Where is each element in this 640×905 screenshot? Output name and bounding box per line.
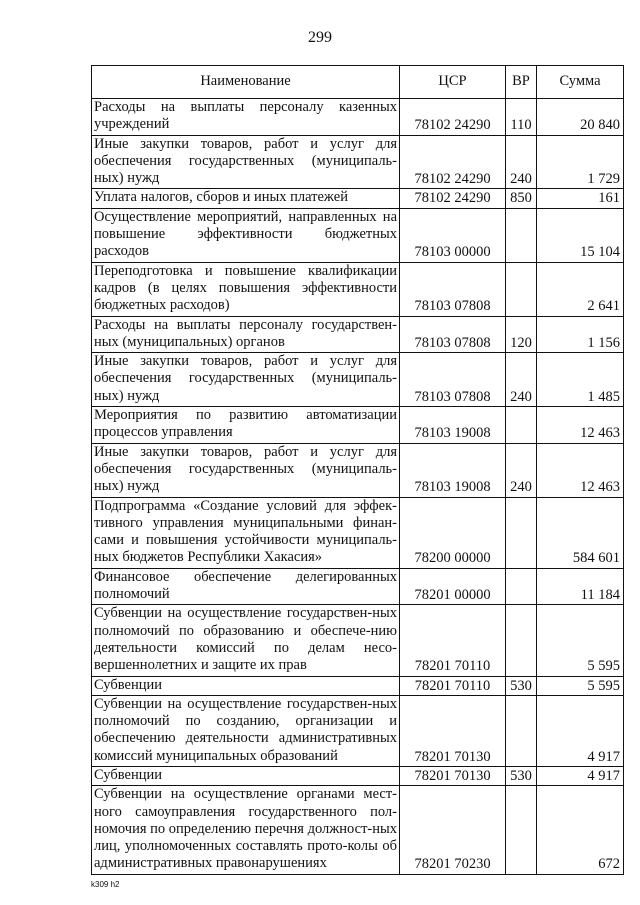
row-vr-cell: 530 [506,766,537,785]
table-row [92,605,624,676]
table-row [92,695,624,766]
row-vr-cell: 240 [506,135,537,189]
row-vr-cell [506,208,537,262]
row-csr-cell: 78102 24290 [400,135,506,189]
row-vr-cell [506,262,537,316]
table-row [92,766,624,785]
row-csr-cell: 78201 70130 [400,766,506,785]
row-csr-cell: 78201 70110 [400,676,506,695]
page-number: 299 [308,29,332,46]
row-csr-cell: 78103 07808 [400,316,506,353]
row-name-cell: Финансовое обеспечение делегированных полномочий [92,568,400,605]
table-row [92,407,624,444]
row-sum-cell: 1 485 [537,353,624,407]
row-name-cell: Переподготовка и повышение квалификации кадров (в целях повышения эффективности бюджетных расходов) [92,262,400,316]
header-vr: ВР [506,66,537,99]
row-vr-cell [506,786,537,874]
row-sum-cell: 5 595 [537,605,624,676]
table-row [92,135,624,189]
row-sum-cell: 672 [537,786,624,874]
row-sum-cell: 584 601 [537,497,624,568]
row-csr-cell: 78201 00000 [400,568,506,605]
row-sum-cell: 15 104 [537,208,624,262]
row-sum-cell: 5 595 [537,676,624,695]
row-csr-cell: 78103 19008 [400,407,506,444]
row-vr-cell [506,605,537,676]
row-csr-cell: 78103 07808 [400,353,506,407]
row-vr-cell [506,568,537,605]
table-row [92,99,624,136]
row-name-cell: Субвенции на осуществление государствен-ных полномочий по созданию, организации и обеспечению деятельности административных комиссий муниципальных образований [92,695,400,766]
row-sum-cell: 4 917 [537,766,624,785]
table-row [92,208,624,262]
row-name-cell: Иные закупки товаров, работ и услуг для обеспечения государственных (муниципаль-ных) нужд [92,443,400,497]
row-name-cell: Расходы на выплаты персоналу казенных учреждений [92,99,400,136]
row-sum-cell: 12 463 [537,407,624,444]
table-body [92,99,624,875]
row-csr-cell: 78102 24290 [400,99,506,136]
row-csr-cell: 78103 07808 [400,262,506,316]
table-row [92,676,624,695]
row-name-cell: Субвенции на осуществление государствен-ных полномочий по образованию и обеспече-нию деятельности комиссий по делам несо-вершеннолетних и защите их прав [92,605,400,676]
row-name-cell: Субвенции на осуществление органами мест-ного самоуправления государственного пол-номочия по определению перечня должност-ных лиц, уполномоченных составлять прото-колы об административных правонарушениях [92,786,400,874]
row-vr-cell: 850 [506,189,537,208]
row-sum-cell: 4 917 [537,695,624,766]
row-csr-cell: 78103 00000 [400,208,506,262]
header-csr: ЦСР [400,66,506,99]
table-row [92,189,624,208]
row-vr-cell [506,695,537,766]
row-vr-cell: 240 [506,443,537,497]
row-sum-cell: 20 840 [537,99,624,136]
row-sum-cell: 11 184 [537,568,624,605]
row-sum-cell: 12 463 [537,443,624,497]
row-vr-cell [506,407,537,444]
row-sum-cell: 1 729 [537,135,624,189]
row-csr-cell: 78201 70230 [400,786,506,874]
table-row [92,497,624,568]
row-sum-cell: 1 156 [537,316,624,353]
header-sum: Сумма [537,66,624,99]
header-name: Наименование [92,66,400,99]
row-vr-cell: 530 [506,676,537,695]
row-vr-cell: 120 [506,316,537,353]
row-name-cell: Иные закупки товаров, работ и услуг для обеспечения государственных (муниципаль-ных) нужд [92,353,400,407]
row-csr-cell: 78102 24290 [400,189,506,208]
row-name-cell: Подпрограмма «Создание условий для эффек-тивного управления муниципальными финан-сами и повышения устойчивости муниципаль-ных бюджетов Республики Хакасия» [92,497,400,568]
row-name-cell: Мероприятия по развитию автоматизации процессов управления [92,407,400,444]
budget-table [91,65,624,875]
row-csr-cell: 78201 70130 [400,695,506,766]
table-row [92,353,624,407]
table-row [92,786,624,874]
row-vr-cell: 240 [506,353,537,407]
row-csr-cell: 78201 70110 [400,605,506,676]
row-name-cell: Уплата налогов, сборов и иных платежей [92,189,400,208]
row-sum-cell: 2 641 [537,262,624,316]
row-csr-cell: 78103 19008 [400,443,506,497]
table-row [92,568,624,605]
table-row [92,443,624,497]
footer-code: k309 h2 [91,880,120,889]
row-csr-cell: 78200 00000 [400,497,506,568]
table-header-row [92,66,624,99]
row-name-cell: Субвенции [92,766,400,785]
row-sum-cell: 161 [537,189,624,208]
row-name-cell: Осуществление мероприятий, направленных на повышение эффективности бюджетных расходов [92,208,400,262]
row-name-cell: Субвенции [92,676,400,695]
row-vr-cell [506,497,537,568]
row-vr-cell: 110 [506,99,537,136]
row-name-cell: Расходы на выплаты персоналу государствен-ных (муниципальных) органов [92,316,400,353]
row-name-cell: Иные закупки товаров, работ и услуг для обеспечения государственных (муниципаль-ных) нужд [92,135,400,189]
table-row [92,316,624,353]
table-row [92,262,624,316]
